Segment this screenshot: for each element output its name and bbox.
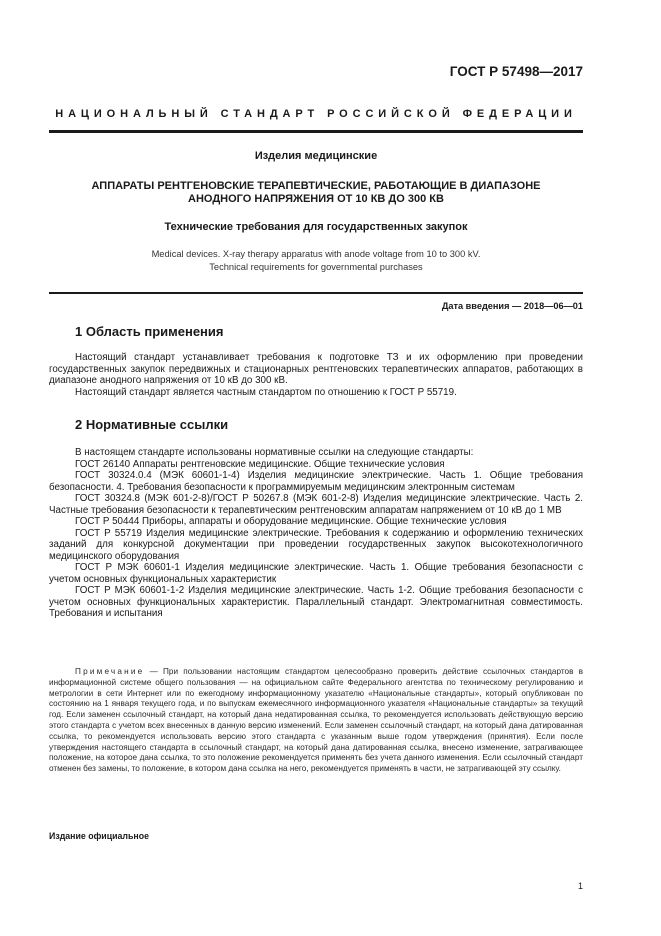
reference-item: ГОСТ Р 55719 Изделия медицинские электрические. Требования к содержанию и оформлению технических заданий для конкурсной документации при проведении государственных закупок высокотехнологичного медицинского оборудования	[49, 527, 583, 562]
section-2-heading: 2 Нормативные ссылки	[75, 417, 229, 432]
header-rule	[49, 130, 583, 133]
note-text: — При пользовании настоящим стандартом целесообразно проверить действие ссылочных стандартов в информационной системе общего пользования — на официальном сайте Федерального агентства по техническому регулированию и метрологии в сети Интернет или по ежегодному информационному указателю «Национальные стандарты», который опубликован по состоянию на 1 января текущего года, и по выпускам ежемесячного информационного указателя «Национальные стандарты» за текущий год. Если заменен ссылочный стандарт, на который дана недатированная ссылка, то рекомендуется использовать действующую версию этого стандарта с учетом всех внесенных в данную версию изменений. Если заменен ссылочный стандарт, на который дана датированная ссылка, то рекомендуется использовать версию этого стандарта с указанным выше годом утверждения (принятия). Если после утверждения настоящего стандарта в ссылочный стандарт, на который дана датированная ссылка, внесено изменение, затрагивающее положение, на которое дана ссылка, то это положение рекомендуется применять без учета данного изменения. Если ссылочный стандарт отменен без замены, то положение, в котором дана ссылка на него, рекомендуется применять в части, не затрагивающей эту ссылку.	[49, 667, 583, 774]
main-title-line-1: АППАРАТЫ РЕНТГЕНОВСКИЕ ТЕРАПЕВТИЧЕСКИЕ, РАБОТАЮЩИЕ В ДИАПАЗОНЕ	[91, 180, 541, 192]
introduction-date: Дата введения — 2018—06—01	[441, 301, 583, 311]
subtitle: Технические требования для государственных закупок	[164, 221, 468, 233]
english-title	[49, 248, 583, 273]
main-title	[49, 180, 583, 206]
reference-item: ГОСТ Р МЭК 60601-1 Изделия медицинские электрические. Часть 1. Общие требования безопасности с учетом основных функциональных характеристик	[49, 562, 583, 585]
note-paragraph	[49, 667, 583, 775]
note-label: Примечание	[75, 667, 145, 676]
reference-item: ГОСТ 30324.8 (МЭК 601-2-8)/ГОСТ Р 50267.8 (МЭК 601-2-8) Изделия медицинские электрические. Часть 2. Частные требования безопасности к терапевтическим рентгеновским аппаратам напряжением от 10 кВ до 1 МВ	[49, 493, 583, 516]
section-1-heading: 1 Область применения	[75, 324, 224, 339]
paragraph: В настоящем стандарте использованы нормативные ссылки на следующие стандарты:	[75, 447, 474, 458]
national-standard-banner: НАЦИОНАЛЬНЫЙ СТАНДАРТ РОССИЙСКОЙ ФЕДЕРАЦИИ	[55, 108, 577, 120]
section-2-body	[49, 447, 583, 620]
reference-item: ГОСТ 30324.0.4 (МЭК 60601-1-4) Изделия медицинские электрические. Часть 1. Общие требования безопасности. 4. Требования безопасности к программируемым медицинским электронным системам	[49, 470, 583, 493]
category-title: Изделия медицинские	[254, 150, 378, 162]
paragraph: Настоящий стандарт устанавливает требования к подготовке ТЗ и их оформлению при проведении государственных закупок передвижных и стационарных рентгеновских терапевтических аппаратов, работающих в диапазоне анодного напряжения от 10 кВ до 300 кВ.	[49, 352, 583, 386]
reference-item: ГОСТ 26140 Аппараты рентгеновские медицинские. Общие технические условия	[75, 458, 445, 470]
section-1-body	[49, 352, 583, 398]
reference-item: ГОСТ Р 50444 Приборы, аппараты и оборудование медицинские. Общие технические условия	[75, 516, 507, 527]
edition-label: Издание официальное	[49, 831, 149, 841]
english-title-line-1: Medical devices. X-ray therapy apparatus with anode voltage from 10 to 300 kV.	[151, 249, 481, 259]
paragraph: Настоящий стандарт является частным стандартом по отношению к ГОСТ Р 55719.	[75, 386, 457, 398]
english-title-line-2: Technical requirements for governmental purchases	[209, 261, 423, 272]
title-rule	[49, 292, 583, 294]
page-number: 1	[577, 881, 583, 891]
reference-item: ГОСТ Р МЭК 60601-1-2 Изделия медицинские электрические. Часть 1-2. Общие требования безопасности с учетом основных функциональных характеристик. Параллельный стандарт. Электромагнитная совместимость. Требования и испытания	[49, 585, 583, 619]
note-block	[49, 667, 583, 775]
main-title-line-2: АНОДНОГО НАПРЯЖЕНИЯ ОТ 10 КВ ДО 300 КВ	[188, 193, 444, 205]
standard-code: ГОСТ Р 57498—2017	[449, 64, 583, 79]
